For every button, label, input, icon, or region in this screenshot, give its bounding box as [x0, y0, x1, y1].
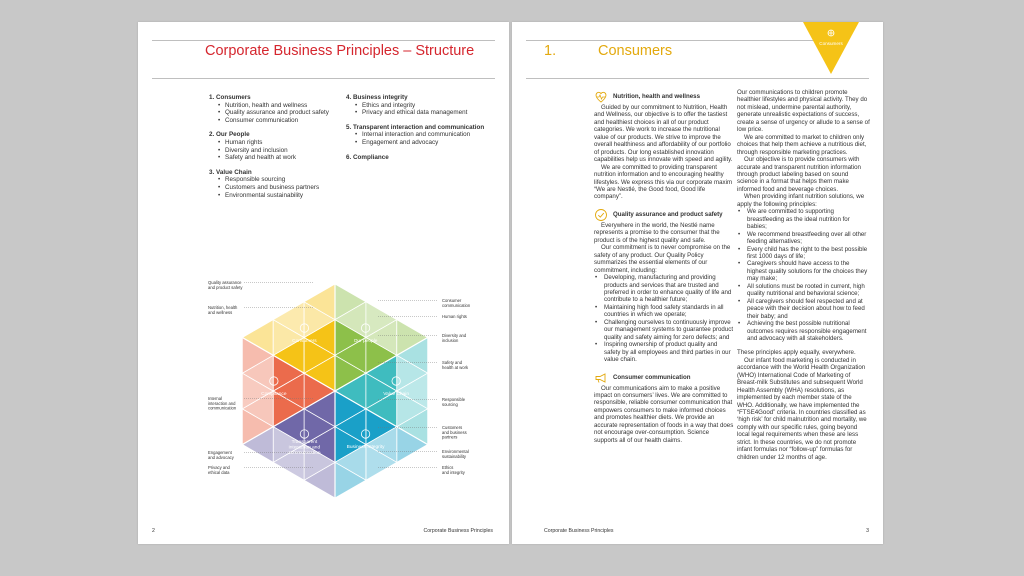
right-callout-label: health at work	[442, 364, 469, 370]
quality-heading-text: Quality assurance and product safety	[613, 211, 723, 219]
toc-section-title: 1. Consumers	[209, 94, 251, 101]
transparent-label-2: interaction and	[288, 445, 321, 451]
toc-item: • Internal interaction and communication	[362, 131, 496, 139]
quality-heading	[594, 208, 734, 222]
transparent-label-1: Transparent	[291, 439, 318, 445]
quality-bullet: • Challenging ourselves to continuously improve our management systems to guarantee product quality and safety aiming for zero defects; and	[604, 319, 734, 341]
transparent-label-3: communication	[288, 450, 321, 456]
left-callout-label: Nutrition, health	[208, 305, 238, 310]
right-callout-label: sustainability	[442, 453, 466, 459]
toc-section-title: 5. Transparent interaction and communication	[346, 123, 485, 131]
children-paragraph: Our communications to children promote healthier lifestyles and physical activity. They do not mislead, undermine parental authority, generate unrealistic expectations of success, create a sense of urgency or allude to a sense of low price.	[737, 89, 870, 134]
toc-section-title: 2. Our People	[209, 131, 250, 139]
left-callout-label: Internal	[208, 396, 222, 401]
infant-principle-bullet: • All solutions must be rooted in current, high quality nutritional and behavioral science;	[747, 283, 870, 298]
left-callout-label: Privacy and	[208, 465, 230, 470]
infant-principles-list	[737, 208, 870, 342]
heart-pulse-icon	[594, 90, 608, 104]
quality-paragraph-1: Everywhere in the world, the Nestlé name represents a promise to the consumer that the product is of the highest quality and safe.	[594, 221, 720, 244]
megaphone-icon	[594, 371, 608, 385]
left-callout-label: interaction and	[208, 400, 236, 406]
communication-heading	[594, 371, 734, 385]
right-page	[512, 22, 883, 544]
footer-page-number: 3	[866, 528, 869, 534]
left-page	[138, 22, 509, 544]
right-callout-label: Responsible	[442, 397, 466, 402]
toc-item: • Environmental sustainability	[225, 192, 334, 200]
consumers-icon	[828, 30, 834, 36]
quality-bullet: • Maintaining high food safety standards in all countries in which we operate;	[604, 304, 734, 319]
left-callout-label: communication	[208, 405, 237, 411]
labeling-paragraph: Our objective is to provide consumers with accurate and transparent nutrition information through product labeling based on sound science in a format that helps them make informed food and beverage choices.	[737, 156, 861, 193]
toc-item: • Safety and health at work	[225, 154, 334, 162]
toc-section-title: 3. Value Chain	[209, 168, 252, 176]
infant-principle-bullet: • Achieving the best possible nutritional outcomes requires responsible engagement and advocacy with all stakeholders.	[747, 320, 870, 342]
section-title: Consumers	[598, 43, 673, 59]
page-title: Corporate Business Principles – Structure	[205, 43, 475, 59]
nutrition-paragraph-1: Guided by our commitment to Nutrition, Health and Wellness, our objective is to offer the tastiest and healthiest choices in all of our product categories. We work to increase the nutritional value of our products. We strive to improve the overall healthiness and affordability of our portfolio of products. Our long established innovation capabilities help us innovate with speed and agility.	[594, 104, 733, 164]
toc-item: • Consumer communication	[225, 117, 334, 125]
left-callout-label: and product safety	[208, 284, 243, 290]
nutrition-heading	[594, 90, 734, 104]
toc-item: • Ethics and integrity	[362, 102, 496, 110]
communication-heading-text: Consumer communication	[613, 373, 691, 381]
header-rule-top	[526, 40, 842, 41]
right-callout-label: Diversity and	[442, 333, 467, 338]
quality-bullet: • Developing, manufacturing and providing products and services that are trusted and preferred in order to enhance quality of life and contribute to a healthier future;	[604, 274, 734, 304]
right-callout-label: partners	[442, 434, 458, 440]
left-callout-label: ethical data	[208, 469, 230, 475]
footer-document-title: Corporate Business Principles	[544, 528, 614, 534]
toc-item: • Quality assurance and product safety	[225, 109, 334, 117]
quality-bullet: • Inspiring ownership of product quality and safety by all employees and third parties in our value chain.	[604, 341, 734, 363]
right-callout-label: Human rights	[442, 314, 467, 319]
infant-principle-bullet: • Every child has the right to the best possible first 1000 days of life;	[747, 246, 870, 261]
right-callout-label: sourcing	[442, 401, 458, 407]
footer-document-title: Corporate Business Principles	[423, 528, 493, 534]
infant-principle-bullet: • We are committed to supporting breastfeeding as the ideal nutrition for babies;	[747, 208, 870, 230]
left-callout-label: and wellness	[208, 309, 233, 315]
quality-paragraph-2: Our commitment is to never compromise on the safety of any product. Our Quality Policy summarizes the essential elements of our commitment, including:	[594, 244, 731, 274]
consumers-label: Consumers	[292, 339, 317, 345]
right-callout-label: Environmental	[442, 449, 469, 454]
toc-item: • Human rights	[225, 139, 334, 147]
left-callout-label: Engagement	[208, 450, 232, 455]
toc-item: • Customers and business partners	[225, 184, 334, 192]
toc-section-title: 4. Business integrity	[346, 94, 408, 101]
toc-item: • Diversity and inclusion	[225, 147, 334, 155]
header-rule-bottom	[526, 78, 869, 79]
body-column-2	[737, 89, 870, 461]
section-tab-triangle	[803, 22, 859, 74]
right-callout-label: inclusion	[442, 337, 459, 343]
value-chain-label: Value Chain	[383, 392, 410, 397]
right-callout-label: Safety and	[442, 360, 463, 365]
principles-hexagon-diagram	[138, 22, 509, 544]
toc-item: • Responsible sourcing	[225, 176, 334, 184]
right-callout-label: Consumer	[442, 298, 462, 303]
infant-principle-bullet: • We recommend breastfeeding over all other feeding alternatives;	[747, 231, 870, 246]
toc-item: • Privacy and ethical data management	[362, 109, 496, 117]
who-code-paragraph: Our infant food marketing is conducted in accordance with the World Health Organization (WHO) International Code of Marketing of Breast-milk Substitutes and subsequent World Health Assembly (WHA) resolutions, as implemented by each member state of the WHO. Additionally, we have implemented the “FTSE4Good” criteria. In countries classified as ‘high risk’ for child malnutrition and mortality, we comply with our specific rules, going beyond local legal requirements when these are less strict. In these countries, we do not promote infant formulas nor “follow-up” formulas for children under 12 months of age.	[737, 356, 867, 461]
right-callout-label: and integrity	[442, 469, 465, 475]
toc-item: • Engagement and advocacy	[362, 139, 496, 147]
infant-intro-paragraph: When providing infant nutrition solutions, we apply the following principles:	[737, 193, 865, 208]
principles-apply-paragraph: These principles apply equally, everywhere.	[737, 349, 856, 357]
check-circle-icon	[594, 208, 608, 222]
infant-principle-bullet: • All caregivers should feel respected and at peace with their decision about how to feed their baby; and	[747, 298, 870, 320]
section-number: 1.	[544, 43, 557, 59]
right-callout-label: and business	[442, 429, 467, 435]
communication-paragraph-1: Our communications aim to make a positive impact on consumers’ lives. We are committed to responsible, reliable consumer communication that empowers consumers to make informed choices and promotes healthier diets. We provide an accurate representation of foods in a way that does not encourage over-consumption. Science supports all of our health claims.	[594, 384, 734, 444]
right-callout-label: communication	[442, 302, 471, 308]
left-callout-label: Quality assurance	[208, 280, 242, 285]
compliance-label: Compliance	[261, 392, 287, 397]
business-integrity-label: Business Integrity	[346, 444, 385, 450]
nutrition-paragraph-2: We are committed to providing transparent nutrition information and to encouraging healthy lifestyles. We express this via our corporate maxim “We are Nestlé, the Good food, Good life company”.	[594, 163, 733, 201]
marketing-paragraph: We are committed to market to children only choices that help them achieve a nutritious diet, through responsible marketing practices.	[737, 133, 867, 156]
our-people-label: Our people	[353, 339, 378, 345]
right-callout-label: Ethics	[442, 465, 454, 470]
infant-principle-bullet: • Caregivers should have access to the highest quality solutions for the choices they may make;	[747, 260, 870, 282]
toc-section-title: 6. Compliance	[346, 153, 389, 161]
nutrition-heading-text: Nutrition, health and wellness	[613, 93, 701, 101]
footer-page-number: 2	[152, 528, 155, 534]
body-column-1	[594, 86, 734, 444]
quality-bullet-list	[594, 274, 734, 363]
toc-item: • Nutrition, health and wellness	[225, 102, 334, 110]
section-tab-label: Consumers	[819, 41, 843, 46]
left-callout-label: and advocacy	[208, 454, 234, 460]
right-callout-label: Customers	[442, 425, 463, 430]
